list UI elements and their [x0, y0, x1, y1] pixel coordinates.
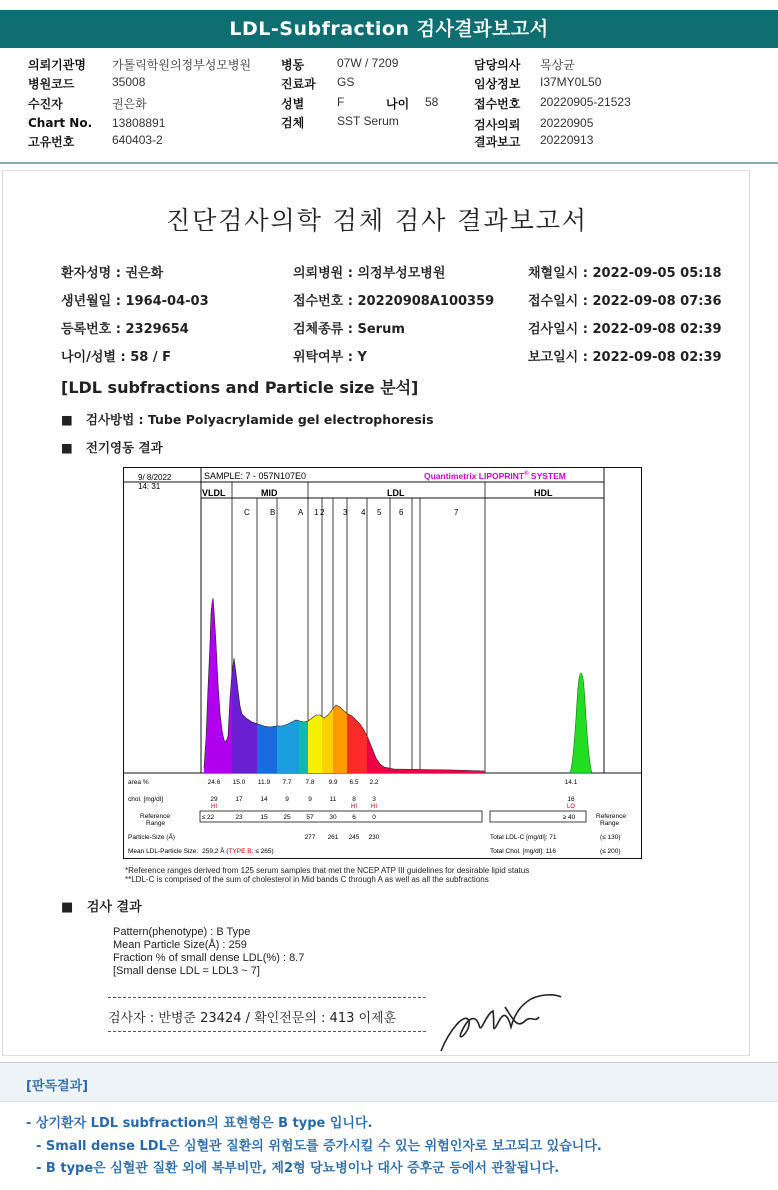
band-label: 1	[314, 508, 319, 517]
row-particle-size: Particle-Size (Å)	[128, 834, 175, 841]
row-ref2: Range	[146, 820, 166, 827]
chol-value: 11	[329, 796, 337, 803]
header-label: 고유번호	[28, 135, 75, 149]
particle-size-value: 261	[327, 834, 339, 841]
chol-value: 16	[567, 796, 575, 803]
patient-info: 접수번호 : 20220908A100359	[293, 294, 495, 309]
header-label: 임상정보	[474, 77, 521, 91]
chol-value: 3	[372, 796, 376, 803]
result-bullet: ■ 검사 결과	[61, 900, 142, 915]
result-line: Pattern(phenotype) : B Type	[113, 926, 251, 938]
header-label: 접수번호	[474, 97, 521, 111]
signature-rule-top	[108, 997, 426, 998]
total-ldl: Total LDL-C [mg/dl]: 71	[490, 834, 557, 841]
electro-bullet: ■ 전기영동 결과	[61, 440, 163, 455]
header-value: SST Serum	[337, 114, 399, 128]
patient-info: 등록번호 : 2329654	[61, 322, 189, 337]
header-label: 결과보고	[474, 135, 521, 149]
type-b: TYPE B	[228, 848, 252, 855]
band-labels	[244, 508, 459, 517]
mean-size: 259.2 Å (	[202, 848, 229, 855]
fraction-fill	[347, 588, 367, 774]
patient-info: 채혈일시 : 2022-09-05 05:18	[528, 266, 722, 281]
area-value: 24.6	[207, 779, 221, 786]
ref-value: 57	[306, 814, 314, 821]
band-label: A	[298, 508, 304, 517]
chol-value: 8	[352, 796, 356, 803]
header-label: 검체	[281, 116, 305, 130]
header-value: 권은화	[112, 97, 147, 111]
group-mid: MID	[261, 488, 278, 498]
header-value: 07W / 7209	[337, 56, 399, 70]
brand-sup: ®	[524, 471, 529, 477]
patient-info: 접수일시 : 2022-09-08 07:36	[528, 294, 722, 309]
reference-notes	[125, 866, 529, 884]
fraction-fill	[333, 588, 347, 774]
row-ref1: Reference	[140, 813, 170, 820]
note-line: *Reference ranges derived from 125 serum samples that met the NCEP ATP III guidelines for desirable lipid status	[125, 866, 530, 875]
interpretation-line: - 상기환자 LDL subfraction의 표현형은 B type 입니다.	[26, 1116, 373, 1131]
brand-name: Quantimetrix LIPOPRINT	[424, 471, 525, 481]
row-mean	[128, 846, 274, 855]
ref-value: 23	[235, 814, 243, 821]
ref-value: 0	[372, 814, 376, 821]
method-bullet: ■ 검사방법 : Tube Polyacrylamide gel electrophoresis	[61, 412, 434, 427]
patient-info: 의뢰병원 : 의정부성모병원	[293, 266, 446, 281]
header-label: 나이	[386, 97, 410, 111]
note-line: **LDL-C is comprised of the sum of cholesterol in Mid bands C through A as well as all the subfractions	[125, 875, 489, 884]
patient-info: 생년월일 : 1964-04-03	[61, 294, 209, 309]
header-label: 진료과	[281, 77, 316, 91]
flag-value: HI	[351, 804, 357, 810]
band-label: 7	[454, 508, 459, 517]
result-block	[113, 926, 304, 978]
fraction-fill	[277, 588, 299, 774]
header-divider	[0, 162, 778, 164]
band-label: 3	[343, 508, 348, 517]
header-value: 35008	[112, 75, 146, 89]
electro-text: 전기영동 결과	[85, 440, 163, 455]
area-value: 2.2	[369, 779, 379, 786]
patient-info: 환자성명 : 권은화	[61, 266, 164, 281]
area-value: 14.1	[564, 779, 578, 786]
header-value: 목상균	[540, 58, 575, 72]
fraction-table	[202, 779, 578, 841]
header-label: 병동	[281, 58, 305, 72]
report-title: 진단검사의학 검체 검사 결과보고서	[165, 206, 589, 235]
method-text: 검사방법 : Tube Polyacrylamide gel electrophoresis	[85, 412, 434, 427]
mean-tail: ; ≤ 265)	[251, 848, 274, 855]
patient-info: 검사일시 : 2022-09-08 02:39	[528, 322, 722, 337]
report-document	[2, 170, 750, 1056]
area-value: 7.7	[282, 779, 292, 786]
header-value: I37MY0L50	[540, 75, 602, 89]
ref-value: 6	[352, 814, 356, 821]
total-chol: Total Chol. [mg/dl]: 116	[490, 848, 556, 855]
ref-range-label1: Reference	[596, 813, 626, 820]
flag-value: HI	[371, 804, 377, 810]
particle-size-value: 277	[304, 834, 316, 841]
signature-text: 검사자 : 반병준 23424 / 확인전문의 : 413 이제훈	[108, 1011, 397, 1026]
ref-value: 15	[260, 814, 268, 821]
header-value: 13808891	[112, 116, 166, 130]
lipoprint-chart	[123, 467, 642, 859]
header-label: 의뢰기관명	[28, 58, 86, 72]
profile-fill	[201, 588, 485, 774]
interpretation-box	[0, 1101, 778, 1190]
band-label: 5	[377, 508, 382, 517]
band-label: 4	[361, 508, 366, 517]
group-vldl: VLDL	[202, 488, 226, 498]
patient-info: 보고일시 : 2022-09-08 02:39	[528, 350, 722, 365]
ref-value: ≥ 40	[562, 814, 576, 821]
header-label: 성별	[281, 97, 305, 111]
band-label: B	[270, 508, 276, 517]
chol-value: 29	[210, 796, 218, 803]
electrophoresis-svg	[124, 468, 641, 858]
hdl-peak	[570, 673, 592, 773]
patient-info: 나이/성별 : 58 / F	[61, 350, 172, 365]
ref-range-label2: Range	[600, 820, 620, 827]
total-chol-ref: (≤ 200)	[600, 848, 621, 855]
interpretation-tag: [판독결과]	[26, 1079, 89, 1094]
particle-size-value: 230	[368, 834, 380, 841]
header-value: 20220905	[540, 116, 594, 130]
interpretation-panel	[0, 1062, 778, 1189]
header-value: 20220905-21523	[540, 95, 631, 109]
header-label: 병원코드	[28, 77, 75, 91]
fraction-fill	[322, 588, 333, 774]
ref-value: 30	[329, 814, 337, 821]
header-value: F	[337, 95, 345, 109]
result-heading: 검사 결과	[86, 900, 142, 915]
fraction-fill	[367, 588, 485, 774]
chart-time: 14: 31	[138, 482, 161, 491]
band-label: 6	[399, 508, 404, 517]
section-heading: [LDL subfractions and Particle size 분석]	[61, 378, 419, 397]
header-label: Chart No.	[28, 116, 93, 130]
group-ldl: LDL	[387, 488, 405, 498]
header-value: GS	[337, 75, 355, 89]
chol-value: 14	[260, 796, 268, 803]
patient-info: 위탁여부 : Y	[293, 350, 367, 365]
result-line: Fraction % of small dense LDL(%) : 8.7	[113, 952, 305, 964]
chol-value: 9	[285, 796, 289, 803]
ref-value: 25	[283, 814, 291, 821]
mean-label: Mean LDL-Particle Size:	[128, 848, 199, 855]
result-line: [Small dense LDL = LDL3 ~ 7]	[113, 965, 260, 977]
flag-value: LO	[566, 804, 576, 810]
fraction-fill	[232, 588, 257, 774]
header-value: 20220913	[540, 133, 594, 147]
area-value: 6.5	[349, 779, 359, 786]
chol-value: 17	[235, 796, 243, 803]
handwritten-signature	[435, 991, 565, 1055]
chol-value: 9	[308, 796, 312, 803]
result-line: Mean Particle Size(Å) : 259	[113, 939, 247, 951]
ref-value: ≤ 22	[201, 814, 215, 821]
group-hdl: HDL	[534, 488, 553, 498]
request-header	[0, 54, 778, 154]
row-chol: chol. [mg/dl]	[128, 796, 164, 803]
header-label: 수진자	[28, 97, 63, 111]
header-label: 검사의뢰	[474, 118, 521, 132]
page-title: LDL-Subfraction 검사결과보고서	[0, 10, 778, 48]
interpretation-line: - Small dense LDL은 심혈관 질환의 위험도를 증가시킬 수 있는 위험인자로 보고되고 있습니다.	[36, 1139, 602, 1154]
header-label: 담당의사	[474, 58, 521, 72]
chart-brand	[424, 470, 566, 481]
total-ldl-ref: (≤ 130)	[600, 834, 621, 841]
interpretation-line: - B type은 심혈관 질환 외에 복부비만, 제2형 당뇨병이나 대사 증후군 등에서 관찰됩니다.	[36, 1161, 560, 1176]
area-value: 7.8	[305, 779, 315, 786]
header-value: 640403-2	[112, 133, 163, 147]
fraction-fill	[308, 588, 322, 774]
brand-tail: SYSTEM	[528, 471, 566, 481]
patient-info: 검체종류 : Serum	[293, 322, 405, 337]
particle-size-value: 245	[348, 834, 360, 841]
chart-sample: SAMPLE: 7 - 057N107E0	[204, 471, 307, 481]
area-value: 15.0	[232, 779, 246, 786]
area-value: 9.9	[328, 779, 338, 786]
area-value: 11.9	[257, 779, 271, 786]
signature-rule-bottom	[108, 1031, 426, 1032]
row-area: area %	[128, 779, 149, 786]
fraction-fill	[299, 588, 308, 774]
flag-value: HI	[211, 804, 217, 810]
fraction-fill	[257, 588, 277, 774]
band-label: C	[244, 508, 250, 517]
header-value: 58	[425, 95, 439, 109]
band-label: 2	[320, 508, 325, 517]
header-value: 가톨릭학원의정부성모병원	[112, 58, 252, 72]
chart-date: 9/ 8/2022	[138, 473, 172, 482]
